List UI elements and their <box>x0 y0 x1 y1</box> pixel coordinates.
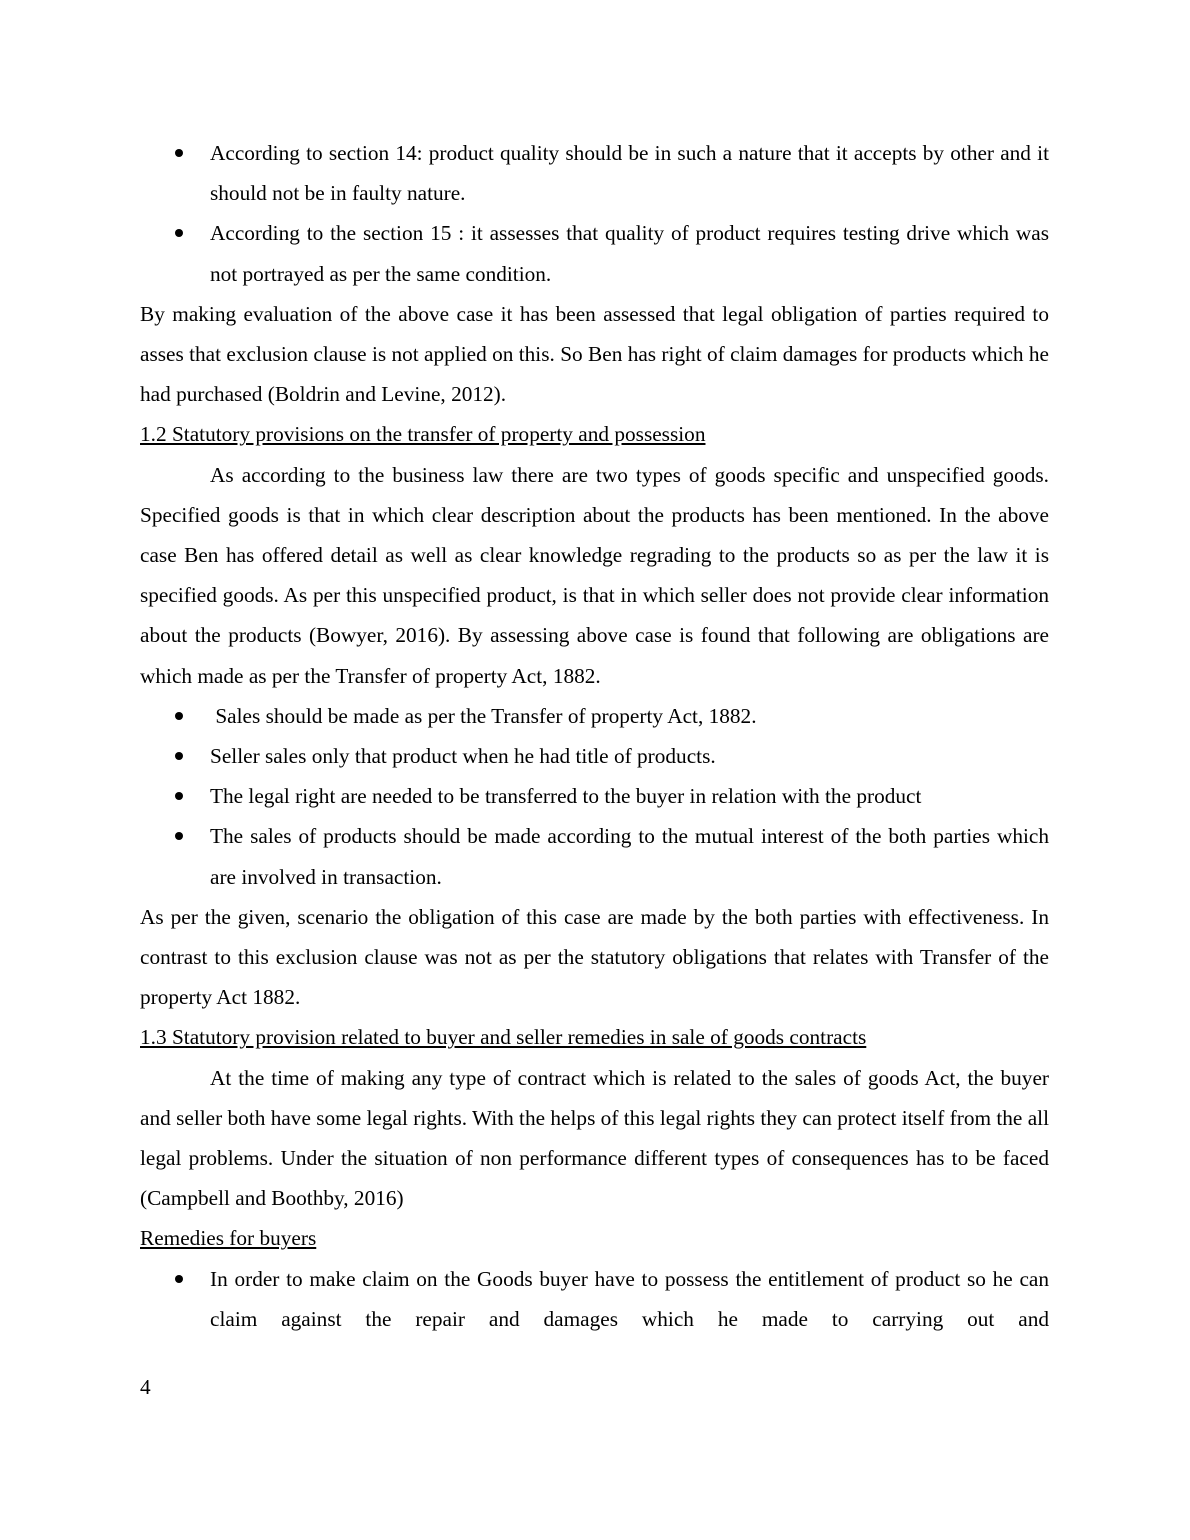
list-item <box>140 736 1049 776</box>
list-item-text: According to section 14: product quality should be in such a nature that it accepts by other and it should not be in faulty nature. <box>210 141 1049 206</box>
section-heading-1-3: 1.3 Statutory provision related to buyer and seller remedies in sale of goods contracts <box>140 1025 867 1050</box>
bullet-icon <box>175 832 183 840</box>
paragraph-contract: At the time of making any type of contract which is related to the sales of goods Act, the buyer and seller both have some legal rights. With the helps of this legal rights they can protect itself from the all legal problems. Under the situation of non performance different types of consequences has to be faced (Campbell and Boothby, 2016) <box>140 1065 1049 1211</box>
list-item-text: The sales of products should be made according to the mutual interest of the both parties which are involved in transaction. <box>210 824 1049 889</box>
list-item-text: Seller sales only that product when he had title of products. <box>210 744 716 769</box>
bullet-icon <box>175 752 183 760</box>
list-item <box>140 816 1049 896</box>
list-item-text: In order to make claim on the Goods buyer have to possess the entitlement of product so he can claim against the repair and damages which he made to carrying out and <box>210 1266 1049 1331</box>
list-item <box>140 1259 1049 1339</box>
bullet-icon <box>175 1275 183 1283</box>
list-item-text: Sales should be made as per the Transfer of property Act, 1882. <box>210 703 757 728</box>
page-number: 4 <box>140 1375 151 1399</box>
paragraph-evaluation: By making evaluation of the above case it has been assessed that legal obligation of parties required to asses that exclusion clause is not applied on this. So Ben has right of claim damages for products which he had purchased (Boldrin and Levine, 2012). <box>140 301 1049 407</box>
subheading-remedies-for-buyers: Remedies for buyers <box>140 1226 317 1251</box>
paragraph-scenario: As per the given, scenario the obligation of this case are made by the both parties with effectiveness. In contrast to this exclusion clause was not as per the statutory obligations that relates with Transfer of the property Act 1882. <box>140 904 1049 1010</box>
bullet-list-remedies <box>140 1259 1049 1339</box>
section-heading-1-2: 1.2 Statutory provisions on the transfer of property and possession <box>140 422 706 447</box>
bullet-icon <box>175 149 183 157</box>
bullet-list-obligations <box>140 696 1049 897</box>
document-page <box>140 133 1049 1339</box>
bullet-list-sections <box>140 133 1049 294</box>
list-item <box>140 776 1049 816</box>
list-item-text: The legal right are needed to be transferred to the buyer in relation with the product <box>210 784 922 809</box>
bullet-icon <box>175 792 183 800</box>
bullet-icon <box>175 712 183 720</box>
list-item-text: According to the section 15 : it assesses that quality of product requires testing drive which was not portrayed as per the same condition. <box>210 221 1049 286</box>
paragraph-business-law: As according to the business law there are two types of goods specific and unspecified goods. Specified goods is that in which clear description about the products has been mentioned. In the above case Ben has offered detail as well as clear knowledge regrading to the products so as per the law it is specified goods. As per this unspecified product, is that in which seller does not provide clear information about the products (Bowyer, 2016). By assessing above case is found that following are obligations are which made as per the Transfer of property Act, 1882. <box>140 462 1049 688</box>
list-item <box>140 133 1049 213</box>
bullet-icon <box>175 229 183 237</box>
list-item <box>140 696 1049 736</box>
list-item <box>140 213 1049 293</box>
